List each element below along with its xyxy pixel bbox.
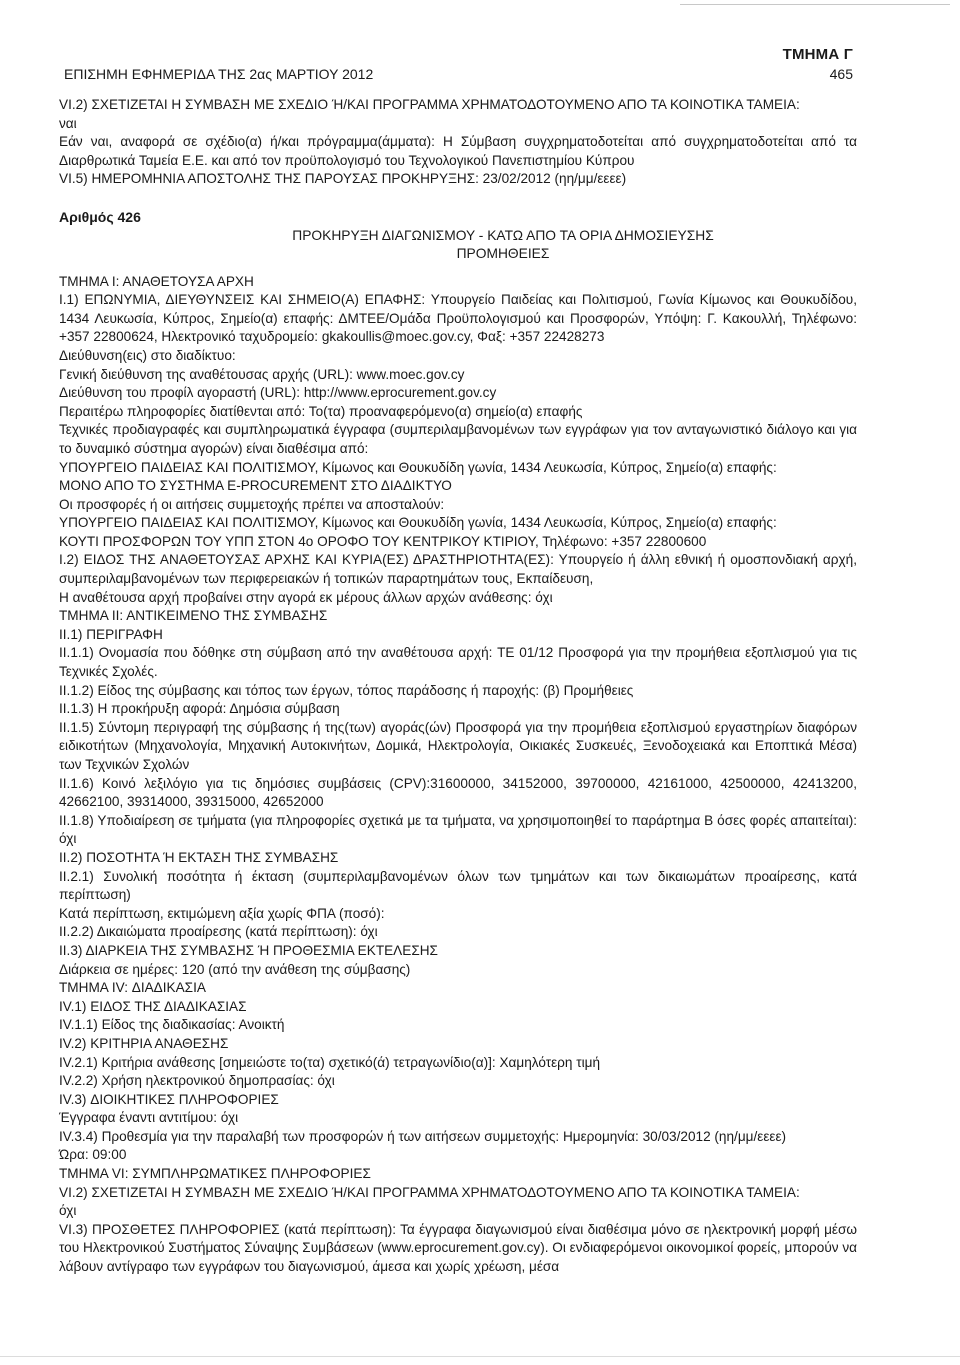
section1-specs: Τεχνικές προδιαγραφές και συμπληρωματικά έγγραφα (συμπεριλαμβανομένων των εγγράφων για τον ανταγωνιστικό διάλογο και για το δυναμικό σύστημα αγορών) είναι διαθέσιμα από: (59, 422, 857, 456)
notice-number: Αριθμός 426 (59, 208, 141, 225)
section2-ii22: ΙΙ.2.2) Δικαιώματα προαίρεσης (κατά περίπτωση): όχι (59, 924, 378, 940)
section1-buyer-url: Διεύθυνση του προφίλ αγοραστή (URL): http://www.eprocurement.gov.cy (59, 385, 497, 401)
section1-specs-address: ΥΠΟΥΡΓΕΙΟ ΠΑΙΔΕΙΑΣ ΚΑΙ ΠΟΛΙΤΙΣΜΟΥ, Κίμωνος και Θουκυδίδη γωνία, 1434 Λευκωσία, Κύπρος, Σημείο(α) επαφής: (59, 459, 777, 475)
section6-vi3: VI.3) ΠΡΟΣΘΕΤΕΣ ΠΛΗΡΟΦΟΡΙΕΣ (κατά περίπτωση): Τα έγγραφα διαγωνισμού είναι διαθέσιμα μόνο σε ηλεκτρονική μορφή μέσω του Ηλεκτρονικού Συστήματος Σύναψης Συμβάσεων (www.eprocurement.gov.cy). Οι ενδιαφερόμενοι οικονομικοί φορείς, μπορούν να λάβουν αντίγραφο των εγγράφων του διαγωνισμού, άμεσα και χωρίς χρέωση, μέσα (59, 1221, 857, 1275)
section2-ii2: ΙΙ.2) ΠΟΣΟΤΗΤΑ Ή ΕΚΤΑΣΗ ΤΗΣ ΣΥΜΒΑΣΗΣ (59, 849, 339, 865)
section4-iv3: IV.3) ΔΙΟΙΚΗΤΙΚΕΣ ΠΛΗΡΟΦΟΡΙΕΣ (59, 1091, 279, 1107)
section4-iv22: IV.2.2) Χρήση ηλεκτρονικού δημοπρασίας: όχι (59, 1073, 335, 1089)
prev-vi2-heading: VI.2) ΣΧΕΤΙΖΕΤΑΙ Η ΣΥΜΒΑΣΗ ΜΕ ΣΧΕΔΙΟ Ή/ΚΑΙ ΠΡΟΓΡΑΜΜΑ ΧΡΗΜΑΤΟΔΟΤΟΥΜΕΝΟ ΑΠΟ ΤΑ ΚΟΙΝΟΤΙΚΑ ΤΑΜΕΙΑ: (59, 97, 800, 112)
section2-ii18: ΙΙ.1.8) Υποδιαίρεση σε τμήματα (για πληροφορίες σχετικά με τα τμήματα, να χρησιμοποιηθεί το παράρτημα Β όσες φορές απαιτείται): όχι (59, 812, 857, 847)
top-rule (680, 4, 950, 5)
section4-iv34: IV.3.4) Προθεσμία για την παραλαβή των προσφορών ή των αιτήσεων συμμετοχής: Ημερομηνία: 30/03/2012 (ηη/μμ/εεεε) (59, 1128, 787, 1144)
section1-i1: Ι.1) ΕΠΩΝΥΜΙΑ, ΔΙΕΥΘΥΝΣΕΙΣ ΚΑΙ ΣΗΜΕΙΟ(Α) ΕΠΑΦΗΣ: Υπουργείο Παιδείας και Πολιτισμού, Γωνία Κίμωνος και Θουκυδίδου, 1434 Λευκωσία, Κύπρος, Σημείο(α) επαφής: ΔΜΤΕΕ/Ομάδα Προϋπολογισμού και Προσφορών, Υπόψη: Γ. Κακουλλή, Τηλέφωνο: +357 22800624, Ηλεκτρονικό ταχυδρομείο: gkakoullis@moec.gov.cy, Φαξ: +357 22428273 (59, 292, 857, 345)
section4-iv11: IV.1.1) Είδος της διαδικασίας: Ανοικτή (59, 1017, 285, 1033)
section-label: ΤΜΗΜΑ Γ (782, 46, 853, 63)
section4-docs: Έγγραφα έναντι αντιτίμου: όχι (59, 1110, 239, 1126)
document-body (59, 96, 857, 1277)
prev-vi5-date: VI.5) ΗΜΕΡΟΜΗΝΙΑ ΑΠΟΣΤΟΛΗΣ ΤΗΣ ΠΑΡΟΥΣΑΣ ΠΡΟΚΗΡΥΞΗΣ: 23/02/2012 (ηη/μμ/εεεε) (59, 171, 627, 187)
section4-time: Ώρα: 09:00 (59, 1147, 127, 1163)
bottom-rule (0, 1356, 960, 1357)
section2-ii1: ΙΙ.1) ΠΕΡΙΓΡΑΦΗ (59, 626, 163, 642)
section6-vi2: VI.2) ΣΧΕΤΙΖΕΤΑΙ Η ΣΥΜΒΑΣΗ ΜΕ ΣΧΕΔΙΟ Ή/ΚΑΙ ΠΡΟΓΡΑΜΜΑ ΧΡΗΜΑΤΟΔΟΤΟΥΜΕΝΟ ΑΠΟ ΤΑ ΚΟΙΝΟΤΙΚΑ ΤΑΜΕΙΑ: (59, 1184, 800, 1200)
prev-vi2-reference: Εάν ναι, αναφορά σε σχέδιο(α) ή/και πρόγραμμα(άμματα): Η Σύμβαση συγχρηματοδοτείται από συγχρηματοδοτείται από τα Διαρθρωτικά Ταμεία Ε.Ε. και από τον προϋπολογισμό του Τεχνολογικού Πανεπιστημίου Κύπρου (59, 134, 857, 168)
section2-ii21: ΙΙ.2.1) Συνολική ποσότητα ή έκταση (συμπεριλαμβανομένων όλων των τμημάτων και των δικαιωμάτων προαίρεσης, κατά περίπτωση) (59, 868, 857, 903)
section1-specs-contact: ΜΟΝΟ ΑΠΟ ΤΟ ΣΥΣΤΗΜΑ E-PROCUREMENT ΣΤΟ ΔΙΑΔΙΚΤΥΟ (59, 478, 452, 494)
section2-ii3: ΙΙ.3) ΔΙΑΡΚΕΙΑ ΤΗΣ ΣΥΜΒΑΣΗΣ Ή ΠΡΟΘΕΣΜΙΑ ΕΚΤΕΛΕΣΗΣ (59, 942, 438, 958)
section1-internet: Διεύθυνση(εις) στο διαδίκτυο: (59, 347, 236, 363)
section1-i2: Ι.2) ΕΙΔΟΣ ΤΗΣ ΑΝΑΘΕΤΟΥΣΑΣ ΑΡΧΗΣ ΚΑΙ ΚΥΡΙΑ(ΕΣ) ΔΡΑΣΤΗΡΙΟΤΗΤΑ(ΕΣ): Υπουργείο ή άλλη εθνική ή ομοσπονδιακή αρχή, συμπεριλαμβανομένων των περιφερειακών ή τοπικών παραρτημάτων τους, Εκπαίδευση, (59, 552, 857, 587)
section2-ii15: ΙΙ.1.5) Σύντομη περιγραφή της σύμβασης ή της(των) αγοράς(ών) Προσφορά για την προμήθεια εξοπλισμού εργαστηρίων διαφόρων ειδικοτήτων (Μηχανολογία, Μηχανική Αυτοκινήτων, Δομικά, Ηλεκτρολογία, Οικιακές Συσκευές, Ξενοδοχειακά και Εποπτικά Μέσα) των Τεχνικών Σχολών (59, 719, 857, 772)
section2-heading: ΤΜΗΜΑ ΙΙ: ΑΝΤΙΚΕΙΜΕΝΟ ΤΗΣ ΣΥΜΒΑΣΗΣ (59, 608, 328, 624)
section4-iv21: IV.2.1) Κριτήρια ανάθεσης [σημειώστε το(τα) σχετικό(ά) τετραγωνίδιο(α)]: Χαμηλότερη τιμή (59, 1054, 601, 1070)
section6-vi2-answer: όχι (59, 1203, 77, 1219)
section2-ii12: ΙΙ.1.2) Είδος της σύμβασης και τόπος των έργων, τόπος παράδοσης ή παροχής: (β) Προμήθειες (59, 682, 634, 698)
notice-title-line1: ΠΡΟΚΗΡΥΞΗ ΔΙΑΓΩΝΙΣΜΟΥ - ΚΑΤΩ ΑΠΟ ΤΑ ΟΡΙΑ ΔΗΜΟΣΙΕΥΣΗΣ (292, 227, 714, 243)
section2-ii11: ΙΙ.1.1) Ονομασία που δόθηκε στη σύμβαση από την αναθέτουσα αρχή: ΤΕ 01/12 Προσφορά για την προμήθεια εξοπλισμού για τις Τεχνικές Σχολές. (59, 645, 857, 680)
prev-vi2-answer: ναι (59, 115, 77, 131)
section4-iv1: IV.1) ΕΙΔΟΣ ΤΗΣ ΔΙΑΔΙΚΑΣΙΑΣ (59, 998, 247, 1014)
section1-heading: ΤΜΗΜΑ Ι: ΑΝΑΘΕΤΟΥΣΑ ΑΡΧΗ (59, 273, 254, 289)
gazette-title: ΕΠΙΣΗΜΗ ΕΦΗΜΕΡΙΔΑ ΤΗΣ 2ας ΜΑΡΤΙΟΥ 2012 (64, 66, 374, 82)
section1-on-behalf: Η αναθέτουσα αρχή προβαίνει στην αγορά εκ μέρους άλλων αρχών ανάθεσης: όχι (59, 589, 553, 605)
section2-ii21-value: Κατά περίπτωση, εκτιμώμενη αξία χωρίς ΦΠΑ (ποσό): (59, 905, 385, 921)
page-number: 465 (829, 66, 853, 82)
section6-heading: ΤΜΗΜΑ VI: ΣΥΜΠΛΗΡΩΜΑΤΙΚΕΣ ΠΛΗΡΟΦΟΡΙΕΣ (59, 1166, 371, 1182)
section1-tenders-to: Οι προσφορές ή οι αιτήσεις συμμετοχής πρέπει να αποσταλούν: (59, 496, 445, 512)
section2-ii16: ΙΙ.1.6) Κοινό λεξιλόγιο για τις δημόσιες συμβάσεις (CPV):31600000, 34152000, 39700000, 42161000, 42500000, 42413200, 42662100, 39314000, 39315000, 42652000 (59, 775, 857, 810)
section1-tenders-box: ΚΟΥΤΙ ΠΡΟΣΦΟΡΩΝ ΤΟΥ ΥΠΠ ΣΤΟΝ 4ο ΟΡΟΦΟ ΤΟΥ ΚΕΝΤΡΙΚΟΥ ΚΤΙΡΙΟΥ, Τηλέφωνο: +357 22800600 (59, 533, 707, 549)
section4-iv2: IV.2) ΚΡΙΤΗΡΙΑ ΑΝΑΘΕΣΗΣ (59, 1035, 229, 1051)
section1-tenders-address: ΥΠΟΥΡΓΕΙΟ ΠΑΙΔΕΙΑΣ ΚΑΙ ΠΟΛΙΤΙΣΜΟΥ, Κίμωνος και Θουκυδίδη γωνία, 1434 Λευκωσία, Κύπρος, Σημείο(α) επαφής: (59, 515, 777, 531)
section2-ii3-value: Διάρκεια σε ημέρες: 120 (από την ανάθεση της σύμβασης) (59, 961, 411, 977)
section4-heading: ΤΜΗΜΑ IV: ΔΙΑΔΙΚΑΣΙΑ (59, 980, 206, 996)
section1-general-url: Γενική διεύθυνση της αναθέτουσας αρχής (URL): www.moec.gov.cy (59, 366, 465, 382)
notice-title-line2: ΠΡΟΜΗΘΕΙΕΣ (456, 245, 550, 261)
section1-further-info: Περαιτέρω πληροφορίες διατίθενται από: Το(τα) προαναφερόμενο(α) σημείο(α) επαφής (59, 403, 583, 419)
section2-ii13: ΙΙ.1.3) Η προκήρυξη αφορά: Δημόσια σύμβαση (59, 701, 340, 717)
